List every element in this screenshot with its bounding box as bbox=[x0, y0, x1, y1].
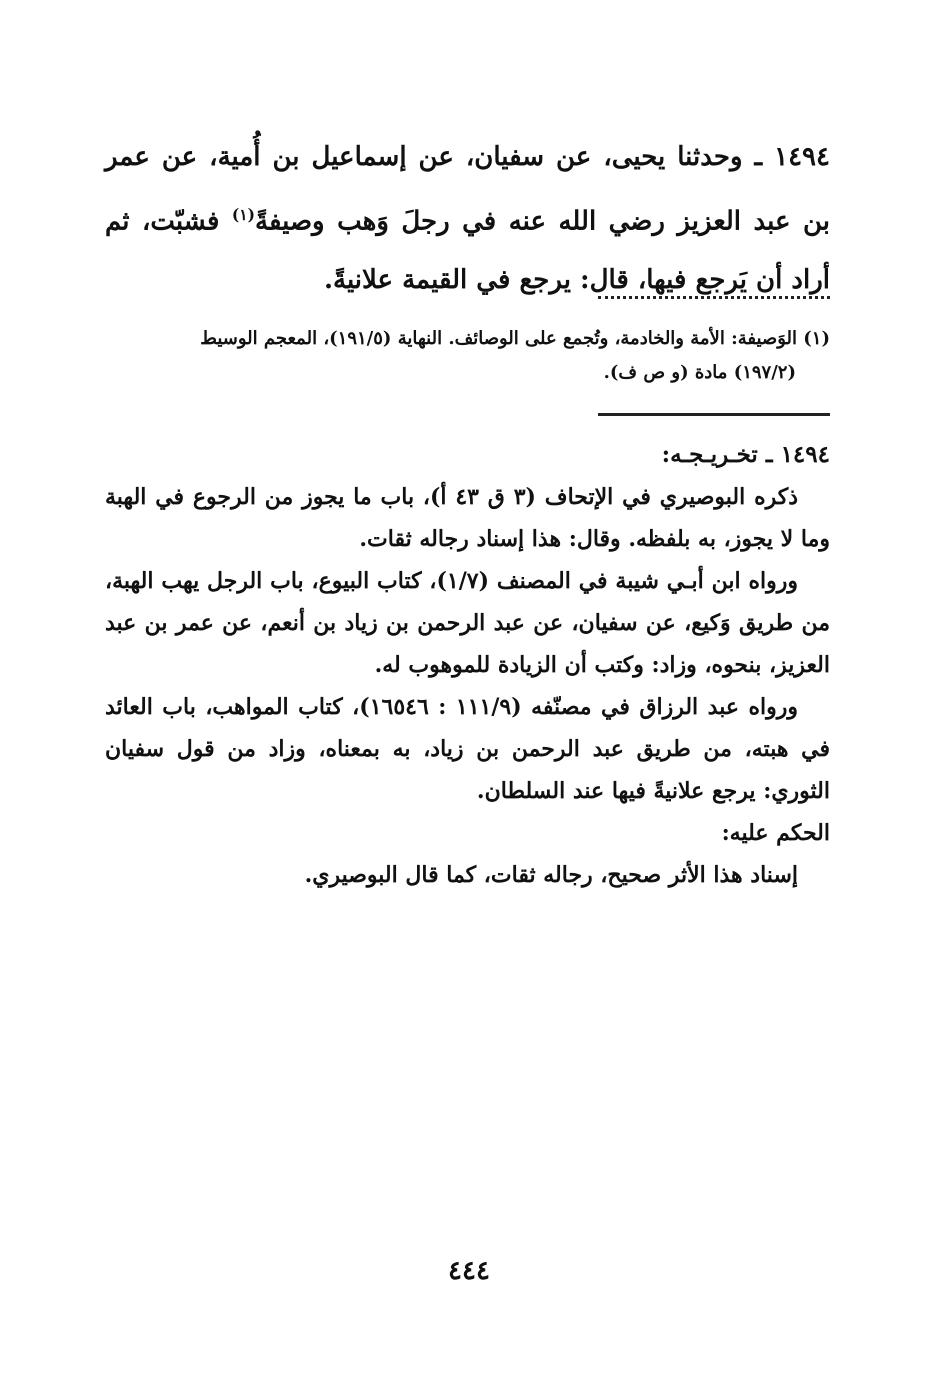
hukm-heading: الحكم عليه: bbox=[721, 820, 830, 846]
takhrij-section bbox=[105, 434, 830, 896]
footnote-line2: (١٩٧/٢) مادة (و ص ف). bbox=[603, 362, 796, 383]
takhrij-paragraph-2: ورواه ابن أبـي شيبة في المصنف (١/٧)، كتاب البيوع، باب الرجل يهب الهبة، من طريق وَكيع، عن سفيان، عن عبد الرحمن بن زياد بن أنعم، عن عمر بن عبد العزيز، بنحوه، وزاد: وكتب أن الزيادة للموهوب له. bbox=[105, 568, 830, 678]
hadith-number: ١٤٩٤ bbox=[774, 142, 830, 172]
footnote bbox=[105, 322, 830, 390]
footnote-line1: الوَصيفة: الأمة والخادمة، وتُجمع على الوصائف. النهاية (١٩١/٥)، المعجم الوسيط bbox=[200, 328, 804, 349]
takhrij-paragraph-1: ذكره البوصيري في الإتحاف (٣ ق ٤٣ أ)، باب ما يجوز من الرجوع في الهبة وما لا يجوز، به بلفظه. وقال: هذا إسناد رجاله ثقات. bbox=[105, 484, 830, 552]
takhrij-paragraph-3: ورواه عبد الرزاق في مصنّفه (١١١/٩ : ١٦٥٤٦)، كتاب المواهب، باب العائد في هبته، من طريق عبد الرحمن بن زياد، به بمعناه، وزاد من قول سفيان الثوري: يرجع علانيةً فيها عند السلطان. bbox=[105, 694, 830, 804]
footnote-marker: (١) bbox=[803, 328, 830, 349]
solid-separator bbox=[598, 413, 830, 416]
footnote-reference: (١) bbox=[231, 205, 256, 224]
dotted-separator bbox=[598, 296, 830, 299]
hadith-text bbox=[105, 128, 830, 309]
hadith-text-part2: فشبّت، ثم أراد أن يَرجع فيها، قال: يرجع في القيمة علانيةً. bbox=[105, 206, 830, 295]
takhrij-heading: ١٤٩٤ ـ تخـريـجـه: bbox=[661, 441, 830, 468]
hukm-text: إسناد هذا الأثر صحيح، رجاله ثقات، كما قال البوصيري. bbox=[304, 862, 798, 888]
hadith-text-part1: ـ وحدثنا يحيى، عن سفيان، عن إسماعيل بن أُمية، عن عمر بن عبد العزيز رضي الله عنه في رجلَ وَهب وصيفةً bbox=[105, 142, 830, 237]
page-number: ٤٤٤ bbox=[448, 1256, 490, 1286]
